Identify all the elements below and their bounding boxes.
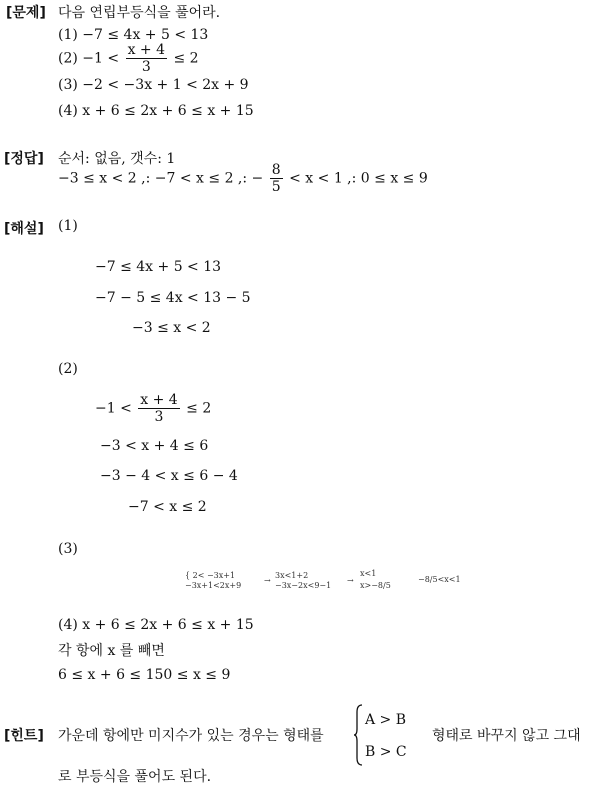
explanation-part2-fraction xyxy=(138,392,179,425)
left-brace-icon xyxy=(353,704,363,766)
explanation-part4-note: 각 항에 x 를 빼면 xyxy=(58,643,165,659)
equivalence-arrow: → xyxy=(347,576,354,585)
answer-line xyxy=(58,162,428,195)
problem-item-4: (4) x + 6 ≤ 2x + 6 ≤ x + 15 xyxy=(58,103,254,119)
hint-text-before: 가운데 항에만 미지수가 있는 경우는 형태를 xyxy=(58,728,324,744)
equivalence-arrow: → xyxy=(264,576,271,585)
fraction-denominator: 3 xyxy=(141,59,151,75)
explanation-part2-label: (2) xyxy=(58,361,78,377)
explanation-part3-system-b xyxy=(275,571,331,591)
explanation-part1-line1: −7 ≤ 4x + 5 < 13 xyxy=(95,259,222,275)
system-c-line2: x>−8/5 xyxy=(360,581,391,590)
hint-text-after: 형태로 바꾸지 않고 그대 xyxy=(432,728,581,744)
explanation-part2-line4: −7 < x ≤ 2 xyxy=(128,499,207,515)
fraction-numerator: 8 xyxy=(271,162,281,178)
explanation-part2-lhs: −1 < xyxy=(95,400,132,417)
problem-item-2-lhs: (2) −1 < xyxy=(58,50,120,67)
answer-tag: [정답] xyxy=(4,151,44,167)
explanation-part1-line3: −3 ≤ x < 2 xyxy=(132,320,211,336)
explanation-part2-line3: −3 − 4 < x ≤ 6 − 4 xyxy=(100,468,238,484)
fraction-numerator: x + 4 xyxy=(140,392,178,408)
problem-intro: 다음 연립부등식을 풀어라. xyxy=(58,5,221,21)
answer-fraction xyxy=(270,162,283,195)
system-c-line1: x<1 xyxy=(360,569,377,578)
explanation-part1-label: (1) xyxy=(58,218,78,234)
explanation-part3-system-a xyxy=(185,571,241,591)
hint-tag: [힌트] xyxy=(4,728,44,744)
problem-item-2-fraction xyxy=(126,42,167,75)
hint-case-2: B > C xyxy=(365,744,407,760)
explanation-part2-rhs: ≤ 2 xyxy=(186,400,212,417)
explanation-part4-line: (4) x + 6 ≤ 2x + 6 ≤ x + 15 xyxy=(58,617,254,633)
system-a-line1: { 2< −3x+1 xyxy=(185,571,236,580)
hint-text-line2: 로 부등식을 풀어도 된다. xyxy=(58,769,212,785)
explanation-part4-result: 6 ≤ x + 6 ≤ 150 ≤ x ≤ 9 xyxy=(58,667,231,683)
explanation-part1-line2: −7 − 5 ≤ 4x < 13 − 5 xyxy=(95,290,251,306)
problem-item-2 xyxy=(58,42,199,75)
fraction-numerator: x + 4 xyxy=(127,42,165,58)
hint-case-1: A > B xyxy=(365,712,407,728)
answer-meta: 순서: 없음, 갯수: 1 xyxy=(58,151,176,167)
explanation-part3-label: (3) xyxy=(58,541,78,557)
problem-item-3: (3) −2 < −3x + 1 < 2x + 9 xyxy=(58,77,249,93)
explanation-tag: [해설] xyxy=(4,221,44,237)
answer-part-a: −3 ≤ x < 2 ,: −7 < x ≤ 2 ,: − xyxy=(58,170,264,187)
fraction-denominator: 3 xyxy=(154,409,164,425)
problem-tag: [문제] xyxy=(6,5,46,21)
fraction-denominator: 5 xyxy=(271,179,281,195)
problem-item-1: (1) −7 ≤ 4x + 5 < 13 xyxy=(58,27,209,43)
system-a-line2: −3x+1<2x+9 xyxy=(185,581,242,590)
explanation-part2-line2: −3 < x + 4 ≤ 6 xyxy=(100,438,209,454)
problem-item-2-rhs: ≤ 2 xyxy=(173,50,199,67)
system-b-line2: −3x−2x<9−1 xyxy=(275,581,332,590)
answer-part-b: < x < 1 ,: 0 ≤ x ≤ 9 xyxy=(289,170,428,187)
system-b-line1: 3x<1+2 xyxy=(275,571,309,580)
explanation-part3-system-c xyxy=(360,568,391,592)
explanation-part2-line1 xyxy=(95,392,211,425)
explanation-part3-result: −8/5<x<1 xyxy=(418,575,461,584)
